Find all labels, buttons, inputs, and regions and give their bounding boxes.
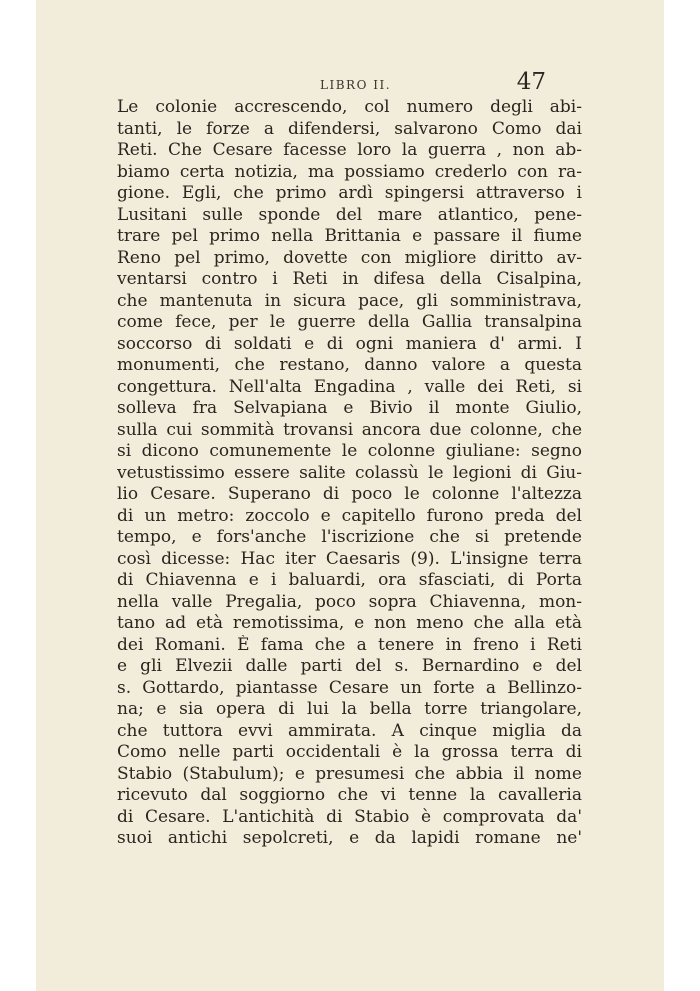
text-line: si dicono comunemente le colonne giuliane: segno — [117, 441, 582, 461]
text-line: lio Cesare. Superano di poco le colonne l'altezza — [117, 484, 582, 504]
text-line: biamo certa notizia, ma possiamo crederlo con ra- — [117, 161, 582, 182]
text-line: congettura. Nell'alta Engadina , valle dei Reti, si — [117, 376, 582, 397]
text-line: na; e sia opera di lui la bella torre triangolare, — [117, 699, 582, 719]
text-line: come fece, per le guerre della Gallia transalpina — [117, 312, 582, 332]
text-line: suoi antichi sepolcreti, e da lapidi romane ne' — [117, 828, 582, 848]
text-line: gione. Egli, che primo ardì spingersi attraverso i — [117, 183, 582, 203]
text-line: ricevuto dal soggiorno che vi tenne la cavalleria — [117, 785, 582, 805]
text-line: di un metro: zoccolo e capitello furono preda del — [117, 505, 582, 526]
text-line: che mantenuta in sicura pace, gli somministrava, — [117, 290, 582, 311]
text-line: Le colonie accrescendo, col numero degli abi- — [117, 97, 582, 117]
text-line: Lusitani sulle sponde del mare atlantico, pene- — [117, 204, 582, 225]
text-line: monumenti, che restano, danno valore a questa — [117, 355, 582, 375]
running-head: LIBRO II. — [320, 78, 392, 92]
text-line: tempo, e fors'anche l'iscrizione che si pretende — [117, 527, 582, 547]
text-line: Reno pel primo, dovette con migliore diritto av- — [117, 247, 582, 268]
text-line: s. Gottardo, piantasse Cesare un forte a Bellinzo- — [117, 677, 582, 698]
body-text — [117, 97, 582, 850]
text-line: vetustissimo essere salite colassù le legioni di Giu- — [117, 462, 582, 483]
text-line: soccorso di soldati e di ogni maniera d' armi. I — [117, 333, 582, 354]
text-line: che tuttora evvi ammirata. A cinque miglia da — [117, 720, 582, 741]
page-number: 47 — [516, 69, 546, 95]
text-line: trare pel primo nella Brittania e passare il fiume — [117, 226, 582, 246]
text-line: Como nelle parti occidentali è la grossa terra di — [117, 742, 582, 762]
text-line: di Cesare. L'antichità di Stabio è comprovata da' — [117, 806, 582, 827]
page-header — [153, 68, 546, 98]
text-line: solleva fra Selvapiana e Bivio il monte Giulio, — [117, 398, 582, 418]
text-line: dei Romani. È fama che a tenere in freno i Reti — [117, 634, 582, 655]
text-line: ventarsi contro i Reti in difesa della Cisalpina, — [117, 269, 582, 289]
text-line: così dicesse: Hac iter Caesaris (9). L'insigne terra — [117, 548, 582, 569]
text-line: tano ad età remotissima, e non meno che alla età — [117, 613, 582, 633]
text-line: nella valle Pregalia, poco sopra Chiavenna, mon- — [117, 591, 582, 612]
text-line: Reti. Che Cesare facesse loro la guerra , non ab- — [117, 140, 582, 160]
text-line: e gli Elvezii dalle parti del s. Bernardino e del — [117, 656, 582, 676]
text-line: tanti, le forze a difendersi, salvarono Como dai — [117, 118, 582, 139]
text-line: Stabio (Stabulum); e presumesi che abbia il nome — [117, 763, 582, 784]
text-line: di Chiavenna e i baluardi, ora sfasciati, di Porta — [117, 570, 582, 590]
text-line: sulla cui sommità trovansi ancora due colonne, che — [117, 419, 582, 440]
